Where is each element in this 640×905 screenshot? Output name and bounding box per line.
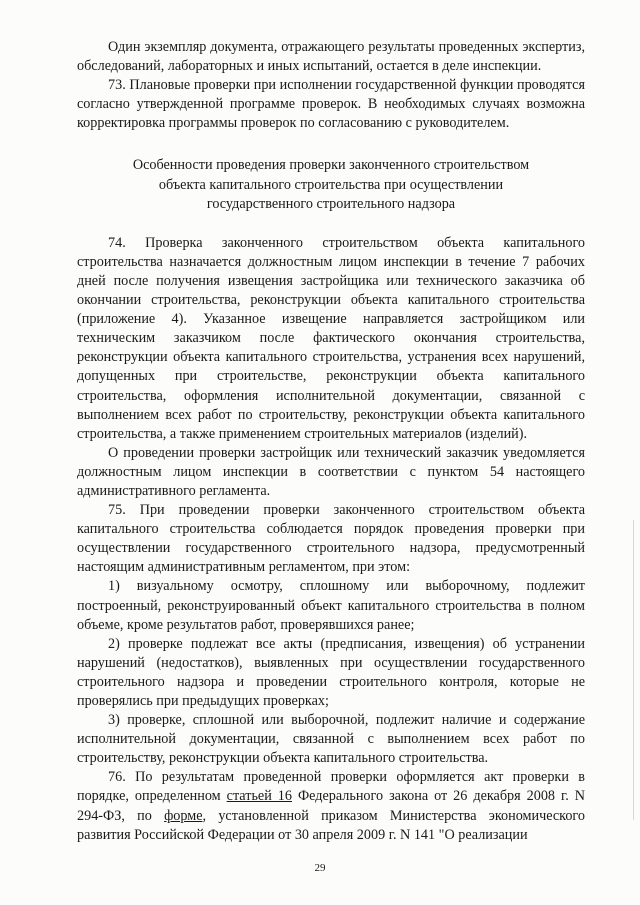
paragraph-76-text: Федерального закона от 26 декабря 2008 г. N 294-ФЗ, по [77, 788, 585, 824]
paragraph-76-text: 76. По результатам проведенной проверки оформляется акт проверки в порядке, определенном [77, 769, 585, 805]
paragraph: Один экземпляр документа, отражающего результаты проведенных экспертиз, обследований, лабораторных и иных испытаний, остается в деле инспекции. [77, 39, 585, 75]
list-item-3: 3) проверке, сплошной или выборочной, подлежит наличие и содержание исполнительной документации, связанной с выполнением всех работ по строительству, реконструкции объекта капитального строительства. [77, 712, 585, 767]
section-heading [77, 156, 585, 213]
page-number: 29 [314, 862, 326, 874]
link-form[interactable]: форме [164, 807, 203, 824]
main-paragraphs [77, 234, 585, 845]
paragraph-76 [77, 768, 585, 844]
scan-margin-mark [633, 520, 634, 820]
section-heading-line: государственного строительного надзора [206, 195, 456, 212]
paragraph-73: 73. Плановые проверки при исполнении государственной функции проводятся согласно утвержденной программе проверок. В необходимых случаях возможна корректировка программы проверок по согласованию с руководителем. [77, 77, 585, 132]
paragraph-76-text: , установленной приказом Министерства экономического развития Российской Федерации от 30 апреля 2009 г. N 141 "О реализации [77, 807, 585, 843]
section-heading-line: объекта капитального строительства при осуществлении [158, 176, 504, 193]
paragraph-notification: О проведении проверки застройщик или технический заказчик уведомляется должностным лицом инспекции в соответствии с пунктом 54 настоящего административного регламента. [77, 444, 585, 499]
paragraph-74: 74. Проверка законченного строительством объекта капитального строительства назначается должностным лицом инспекции в течение 7 рабочих дней после получения извещения застройщика или технического заказчика об окончании строительства, реконструкции объекта капитального строительства (приложение 4). Указанное извещение направляется застройщиком или техническим заказчиком после фактического окончания строительства, реконструкции объекта капитального строительства, устранения всех нарушений, допущенных при строительстве, реконструкции объекта капитального строительства, оформления исполнительной документации, связанной с выполнением всех работ по строительству, реконструкции объекта капитального строительства, а также применением строительных материалов (изделий). [77, 234, 585, 442]
paragraph-75: 75. При проведении проверки законченного строительством объекта капитального строительства соблюдается порядок проведения проверки при осуществлении государственного строительного надзора, предусмотренный настоящим административным регламентом, при этом: [77, 502, 585, 576]
list-item-1: 1) визуальному осмотру, сплошному или выборочному, подлежит построенный, реконструированный объект капитального строительства в полном объеме, кроме результатов работ, проверявшихся ранее; [77, 578, 585, 633]
list-item-2: 2) проверке подлежат все акты (предписания, извещения) об устранении нарушений (недостатков), выявленных при осуществлении государственного строительного надзора и проведении строительного контроля, которые не проверялись при предыдущих проверках; [77, 635, 585, 709]
section-heading-line: Особенности проведения проверки законченного строительством [132, 157, 530, 174]
top-paragraphs [77, 38, 585, 133]
link-article-16[interactable]: статьей 16 [226, 788, 292, 805]
document-page [77, 38, 585, 845]
